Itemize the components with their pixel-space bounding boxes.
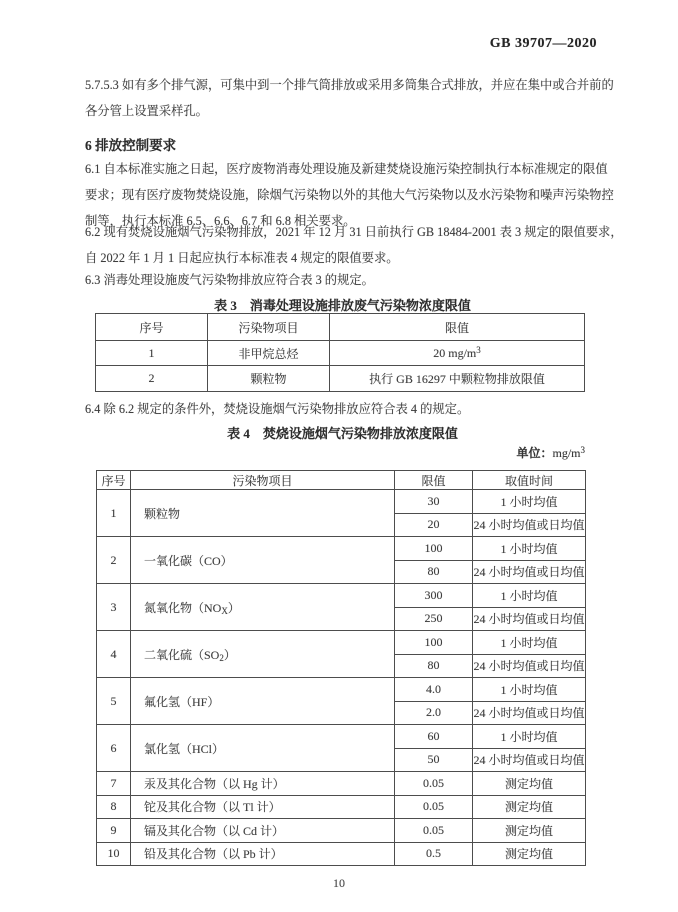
cell-time: 1 小时均值 — [473, 725, 586, 749]
text-line: 要求；现有医疗废物焚烧设施，除烟气污染物以外的其他大气污染物以及水污染物和噪声污染物控 — [85, 188, 614, 202]
cell-no: 2 — [96, 366, 208, 392]
unit-superscript: 3 — [580, 445, 585, 455]
cell-time: 测定均值 — [473, 795, 586, 819]
table-row — [96, 341, 585, 366]
cell-pollutant — [131, 490, 395, 537]
cell-pollutant — [131, 584, 395, 631]
cell-limit: 100 — [395, 631, 473, 655]
cell-limit: 100 — [395, 537, 473, 561]
cell-limit: 20 — [395, 513, 473, 537]
pollutant-subscript: X — [221, 605, 228, 616]
cell-limit: 0.05 — [395, 795, 473, 819]
table-row — [97, 537, 586, 561]
pollutant-subscript: 2 — [219, 652, 224, 663]
cell-time: 24 小时均值或日均值 — [473, 654, 586, 678]
unit-note — [516, 444, 585, 461]
cell-pollutant — [131, 725, 395, 772]
paragraph-63 — [85, 267, 603, 293]
text-line: 制等，执行本标准 6.5、6.6、6.7 和 6.8 相关要求。 — [85, 214, 356, 228]
cell-no: 10 — [97, 842, 131, 866]
cell-no: 1 — [96, 341, 208, 366]
cell-limit: 2.0 — [395, 701, 473, 725]
table3 — [95, 313, 585, 392]
limit-text: 执行 GB 16297 中颗粒物排放限值 — [369, 372, 545, 386]
unit-value: mg/m — [552, 446, 581, 460]
table4 — [96, 470, 586, 866]
table3-header-pollutant: 污染物项目 — [208, 314, 330, 341]
cell-no: 3 — [97, 584, 131, 631]
cell-time: 24 小时均值或日均值 — [473, 607, 586, 631]
cell-time: 1 小时均值 — [473, 678, 586, 702]
table-row — [96, 366, 585, 392]
cell-time: 1 小时均值 — [473, 490, 586, 514]
limit-text: 20 mg/m — [433, 346, 477, 360]
cell-time: 测定均值 — [473, 819, 586, 843]
text-line: 6.2 现有焚烧设施烟气污染物排放，2021 年 12 月 31 日前执行 GB 18484-2001 表 3 规定的限值要求， — [85, 225, 623, 239]
cell-time: 测定均值 — [473, 772, 586, 796]
table-row — [97, 631, 586, 655]
text-line: 5.7.5.3 如有多个排气源，可集中到一个排气筒排放或采用多筒集合式排放，并应在集中或合并前的 — [85, 78, 614, 92]
cell-limit: 4.0 — [395, 678, 473, 702]
cell-time: 1 小时均值 — [473, 584, 586, 608]
cell-pollutant: 非甲烷总烃 — [208, 341, 330, 366]
table4-header-no: 序号 — [97, 471, 131, 490]
pollutant-text: 氯化氢（HCl） — [144, 741, 225, 756]
cell-pollutant — [131, 537, 395, 584]
cell-no: 9 — [97, 819, 131, 843]
table-row — [97, 795, 586, 819]
cell-limit: 300 — [395, 584, 473, 608]
text-line: 6.3 消毒处理设施废气污染物排放应符合表 3 的规定。 — [85, 273, 374, 287]
cell-pollutant: 铊及其化合物（以 Tl 计） — [131, 795, 395, 819]
limit-superscript: 3 — [476, 345, 481, 355]
text-line: 6.1 自本标准实施之日起，医疗废物消毒处理设施及新建焚烧设施污染控制执行本标准规定的限值 — [85, 162, 608, 176]
table-row — [97, 584, 586, 608]
cell-pollutant: 镉及其化合物（以 Cd 计） — [131, 819, 395, 843]
paragraph-5753 — [85, 72, 614, 124]
cell-no: 2 — [97, 537, 131, 584]
cell-no: 5 — [97, 678, 131, 725]
cell-pollutant: 铅及其化合物（以 Pb 计） — [131, 842, 395, 866]
cell-no: 8 — [97, 795, 131, 819]
cell-pollutant: 汞及其化合物（以 Hg 计） — [131, 772, 395, 796]
text-line: 6.4 除 6.2 规定的条件外，焚烧设施烟气污染物排放应符合表 4 的规定。 — [85, 402, 470, 416]
cell-no: 4 — [97, 631, 131, 678]
cell-pollutant — [131, 631, 395, 678]
table-row — [97, 725, 586, 749]
cell-limit: 60 — [395, 725, 473, 749]
cell-no: 1 — [97, 490, 131, 537]
cell-limit — [330, 341, 585, 366]
cell-limit: 0.05 — [395, 772, 473, 796]
pollutant-text: 氟化氢（HF） — [144, 694, 220, 709]
cell-pollutant: 颗粒物 — [208, 366, 330, 392]
pollutant-text: 颗粒物 — [144, 506, 181, 521]
text-line: 各分管上设置采样孔。 — [85, 104, 208, 118]
cell-time: 24 小时均值或日均值 — [473, 560, 586, 584]
page-number: 10 — [333, 876, 345, 890]
cell-no: 7 — [97, 772, 131, 796]
table4-header-time: 取值时间 — [473, 471, 586, 490]
cell-pollutant — [131, 678, 395, 725]
cell-limit: 80 — [395, 560, 473, 584]
table4-header-row — [97, 471, 586, 490]
cell-time: 测定均值 — [473, 842, 586, 866]
table-row — [97, 490, 586, 514]
table4-header-limit: 限值 — [395, 471, 473, 490]
table3-header-row — [96, 314, 585, 341]
table-row — [97, 819, 586, 843]
text-line: 自 2022 年 1 月 1 日起应执行本标准表 4 规定的限值要求。 — [85, 251, 399, 265]
pollutant-text-end: ） — [223, 647, 236, 662]
cell-time: 1 小时均值 — [473, 537, 586, 561]
cell-limit: 0.05 — [395, 819, 473, 843]
cell-no: 6 — [97, 725, 131, 772]
pollutant-text: 二氧化硫（SO — [144, 647, 220, 662]
cell-limit: 50 — [395, 748, 473, 772]
cell-time: 1 小时均值 — [473, 631, 586, 655]
paragraph-62 — [85, 219, 623, 271]
cell-limit — [330, 366, 585, 392]
table3-header-no: 序号 — [96, 314, 208, 341]
cell-time: 24 小时均值或日均值 — [473, 748, 586, 772]
standard-code-header: GB 39707—2020 — [489, 36, 597, 51]
cell-time: 24 小时均值或日均值 — [473, 513, 586, 537]
pollutant-text-end: ） — [227, 600, 240, 615]
table-row — [97, 772, 586, 796]
section-heading-6: 6 排放控制要求 — [85, 138, 177, 153]
unit-label: 单位： — [516, 446, 553, 460]
cell-limit: 250 — [395, 607, 473, 631]
pollutant-text: 一氧化碳（CO） — [144, 553, 233, 568]
table-row — [97, 842, 586, 866]
cell-limit: 30 — [395, 490, 473, 514]
table4-header-pollutant: 污染物项目 — [131, 471, 395, 490]
cell-limit: 0.5 — [395, 842, 473, 866]
cell-time: 24 小时均值或日均值 — [473, 701, 586, 725]
table3-caption: 表 3 消毒处理设施排放废气污染物浓度限值 — [214, 298, 471, 313]
table-row — [97, 678, 586, 702]
table4-caption: 表 4 焚烧设施烟气污染物排放浓度限值 — [227, 426, 458, 441]
pollutant-text: 氮氧化物（NO — [144, 600, 222, 615]
paragraph-64 — [85, 396, 603, 422]
cell-limit: 80 — [395, 654, 473, 678]
table3-header-limit: 限值 — [330, 314, 585, 341]
